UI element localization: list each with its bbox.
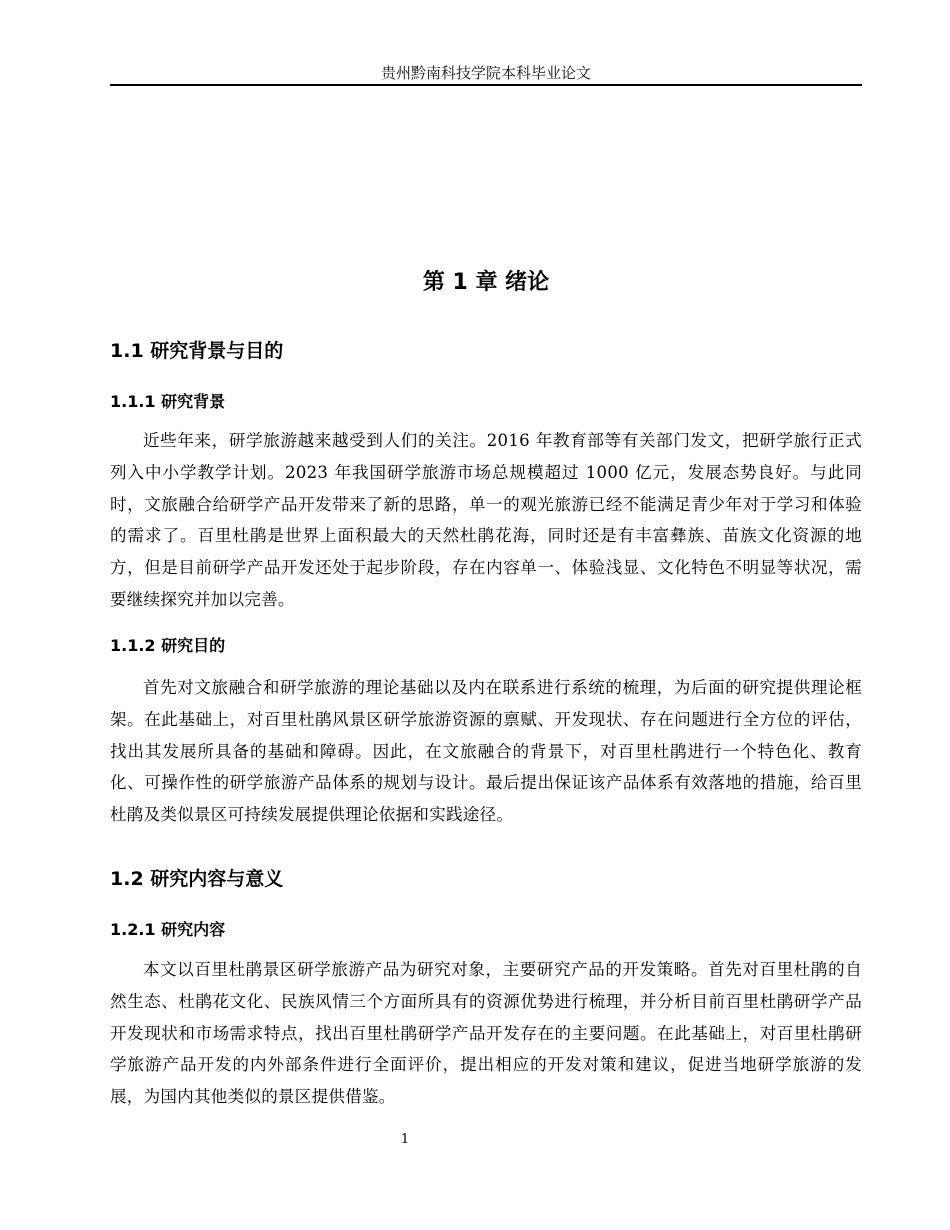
subsection-heading-1-1-1: 1.1.1 研究背景: [110, 392, 226, 411]
chapter-title: 第 1 章 绪论: [422, 270, 550, 295]
running-header: 贵州黔南科技学院本科毕业论文: [380, 64, 591, 82]
section-heading-1-2: 1.2 研究内容与意义: [110, 868, 284, 890]
page-number: 1: [400, 1132, 410, 1147]
paragraph-research-background: 近些年来，研学旅游越来越受到人们的关注。2016 年教育部等有关部门发文，把研学旅行正式列入中小学教学计划。2023 年我国研学旅游市场总规模超过 1000 亿元，发展态势良好。与此同时，文旅融合给研学产品开发带来了新的思路，单一的观光旅游已经不能满足青少年对于学习和体验的需求了。百里杜鹃是世界上面积最大的天然杜鹃花海，同时还是有丰富彝族、苗族文化资源的地方，但是目前研学产品开发还处于起步阶段，存在内容单一、体验浅显、文化特色不明显等状况，需要继续探究并加以完善。: [110, 431, 862, 609]
paragraph-research-purpose: 首先对文旅融合和研学旅游的理论基础以及内在联系进行系统的梳理，为后面的研究提供理论框架。在此基础上，对百里杜鹃风景区研学旅游资源的禀赋、开发现状、存在问题进行全方位的评估，找出其发展所具备的基础和障碍。因此，在文旅融合的背景下，对百里杜鹃进行一个特色化、教育化、可操作性的研学旅游产品体系的规划与设计。最后提出保证该产品体系有效落地的措施，给百里杜鹃及类似景区可持续发展提供理论依据和实践途径。: [110, 678, 862, 825]
header-rule: [110, 84, 862, 86]
subsection-heading-1-1-2: 1.1.2 研究目的: [110, 636, 226, 655]
section-heading-1-1: 1.1 研究背景与目的: [110, 340, 284, 362]
paragraph-research-content: 本文以百里杜鹃景区研学旅游产品为研究对象，主要研究产品的开发策略。首先对百里杜鹃的自然生态、杜鹃花文化、民族风情三个方面所具有的资源优势进行梳理，并分析目前百里杜鹃研学产品开发现状和市场需求特点，找出百里杜鹃研学产品开发存在的主要问题。在此基础上，对百里杜鹃研学旅游产品开发的内外部条件进行全面评价，提出相应的开发对策和建议，促进当地研学旅游的发展，为国内其他类似的景区提供借鉴。: [110, 960, 862, 1107]
subsection-heading-1-2-1: 1.2.1 研究内容: [110, 920, 226, 939]
